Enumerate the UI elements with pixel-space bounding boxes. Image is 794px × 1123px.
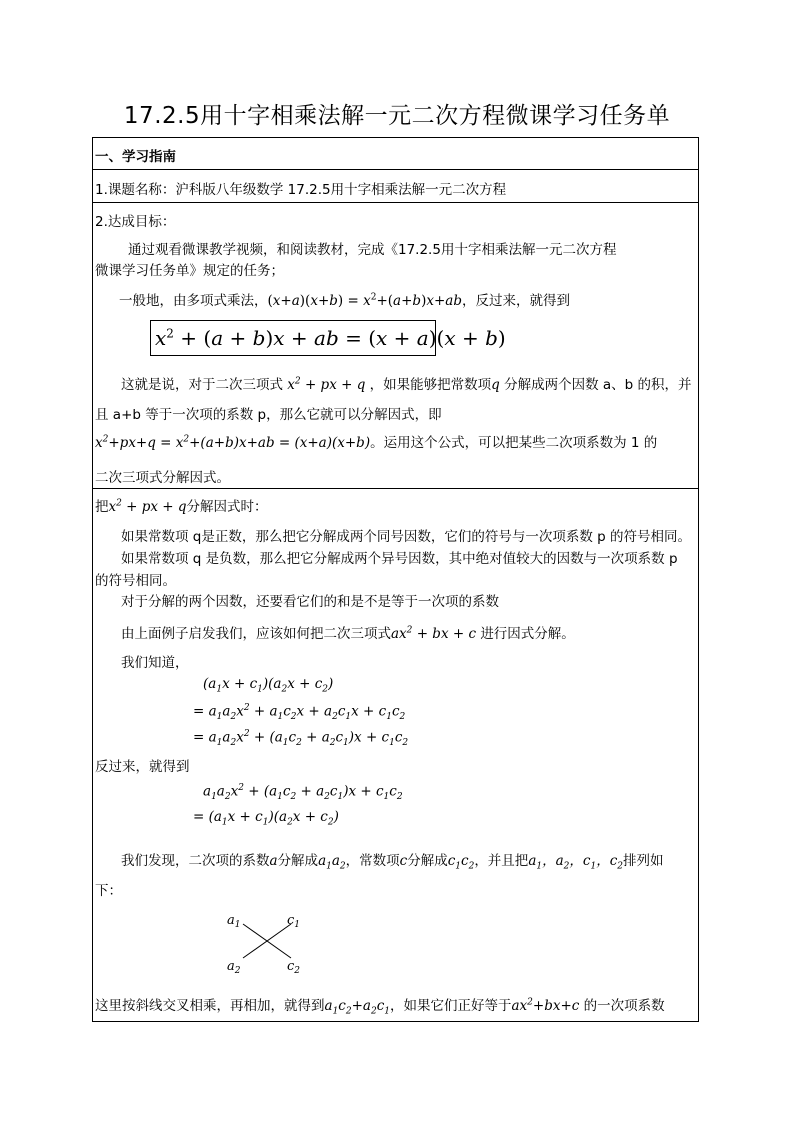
para8-prefix: 由上面例子启发我们，应该如何把二次三项式 [121,626,391,642]
goal-para12 [95,994,665,1017]
goal-para8 [121,622,575,642]
para4-suffix: 分解因式时： [186,499,268,515]
goal-para1-line2: 微课学习任务单》规定的任务； [95,263,284,279]
para11-text-e: ，并且把 [474,853,529,869]
para8-suffix: 进行因式分解。 [480,626,575,642]
page-title: 17.2.5用十字相乘法解一元二次方程微课学习任务单 [123,103,671,129]
para3-text-b: ，如果能够把常数项 [369,377,492,393]
var-c: c [399,853,408,869]
para2-prefix: 一般地，由多项式乘法， [119,293,268,309]
formula-trinomial: $x^2$ + px + q [287,376,366,393]
para11-text-d: 分解成 [407,853,448,869]
formula-trinomial-2: $x^2$ + px + q [108,498,187,515]
var-a: a [269,853,278,869]
formula-product: $(x+a)(x+b) = x^2+(a+b)x+ab$ [267,292,462,309]
var-list: $a_1$，$a_2$，$c_1$，$c_2$ [528,853,623,872]
task-sheet [92,137,699,1022]
goal-para3-line4: 二次三项式分解因式。 [95,470,230,486]
para3-text-a: 这就是说，对于二次三项式 [121,377,283,393]
para4-prefix: 把 [95,499,109,515]
goal-para10: 反过来，就得到 [95,759,190,775]
section-guide-row [93,138,698,170]
goal-label: 2.达成目标： [95,214,176,230]
cross-a1: $a_1$ [227,913,241,930]
cross-diagram [223,908,313,974]
goal-para6-line1: 如果常数项 q 是负数，那么把它分解成两个异号因数，其中绝对值较大的因数与一次项系数 p [121,551,678,567]
boxed-formula [150,320,506,356]
cross-a2: $a_2$ [227,959,241,974]
section-heading: 一、学习指南 [95,149,176,165]
goal-para11-line2: 下： [95,883,122,899]
var-a1a2: $a_1a_2$ [318,853,346,872]
para11-text-a: 我们发现，二次项的系数 [121,853,270,869]
cross-c2: $c_2$ [287,959,301,974]
course-name: 1.课题名称：沪科版八年级数学 17.2.5用十字相乘法解一元二次方程 [95,182,507,198]
goal-para3-line1 [121,373,692,393]
goal-para3-line2: 且 a+b 等于一次项的系数 p，那么它就可以分解因式，即 [95,407,442,423]
para3-text-c: 分解成两个因数 a、b 的积，并 [504,377,692,393]
para3-line3-suffix: 。运用这个公式，可以把某些二次项系数为 1 的 [370,435,658,451]
var-q: q [491,377,500,393]
goal-para3-line3 [95,431,657,451]
para11-text-c: ，常数项 [345,853,400,869]
boxed-formula-text: $x^2 + (a + b)x$ + ab = (x + a)(x + b) [155,326,506,350]
row-divider-1 [93,488,698,489]
goal-para2 [119,289,570,309]
expansion-line1: $(a_1x + c_1)(a_2x + c_2)$ [203,676,334,695]
expansion-line2: = $a_1a_2x^2 + a_1c_2x + a_2c_1x + c_1c_2$ [193,703,406,723]
cross-sum: $a_1c_2+a_2c_1$ [324,998,390,1017]
goal-para7: 对于分解的两个因数，还要看它们的和是不是等于一次项的系数 [121,594,499,610]
reverse-line2: = $(a_1x + c_1)(a_2x + c_2)$ [193,809,339,828]
formula-general-trinomial: $ax^2$ + bx + c [391,625,477,642]
goal-para6-line2: 的符号相同。 [95,573,176,589]
reverse-line1: $a_1a_2x^2 + (a_1c_2 + a_2c_1)x + c_1c_2$ [203,783,403,803]
goal-para11-line1 [121,849,664,872]
formula-general-trinomial-2: $ax^2+bx+c$ [511,997,580,1014]
para12-text-c: 的一次项系数 [583,998,665,1014]
para12-text-b: ，如果它们正好等于 [390,998,512,1014]
goal-para4 [95,495,268,515]
cross-c1: $c_1$ [287,913,301,930]
var-c1c2: $c_1c_2$ [447,853,475,872]
para2-suffix: ，反过来，就得到 [462,293,570,309]
para11-text-f: 排列如 [623,853,664,869]
formula-factor-identity: $x^2+px+q = x^2+(a+b)x+ab = (x+a)(x+b)$ [95,434,371,451]
goal-para5: 如果常数项 q是正数，那么把它分解成两个同号因数，它们的符号与一次项系数 p 的符号相同。 [121,529,692,545]
expansion-line3: = $a_1a_2x^2 + (a_1c_2 + a_2c_1)x + c_1c_2$ [193,729,409,749]
para11-text-b: 分解成 [277,853,319,869]
goal-para9: 我们知道， [121,655,189,671]
goal-para1-line1: 通过观看微课教学视频，和阅读教材，完成《17.2.5用十字相乘法解一元二次方程 [128,242,617,258]
course-name-row [93,170,698,203]
para12-text-a: 这里按斜线交叉相乘，再相加，就得到 [95,998,325,1014]
